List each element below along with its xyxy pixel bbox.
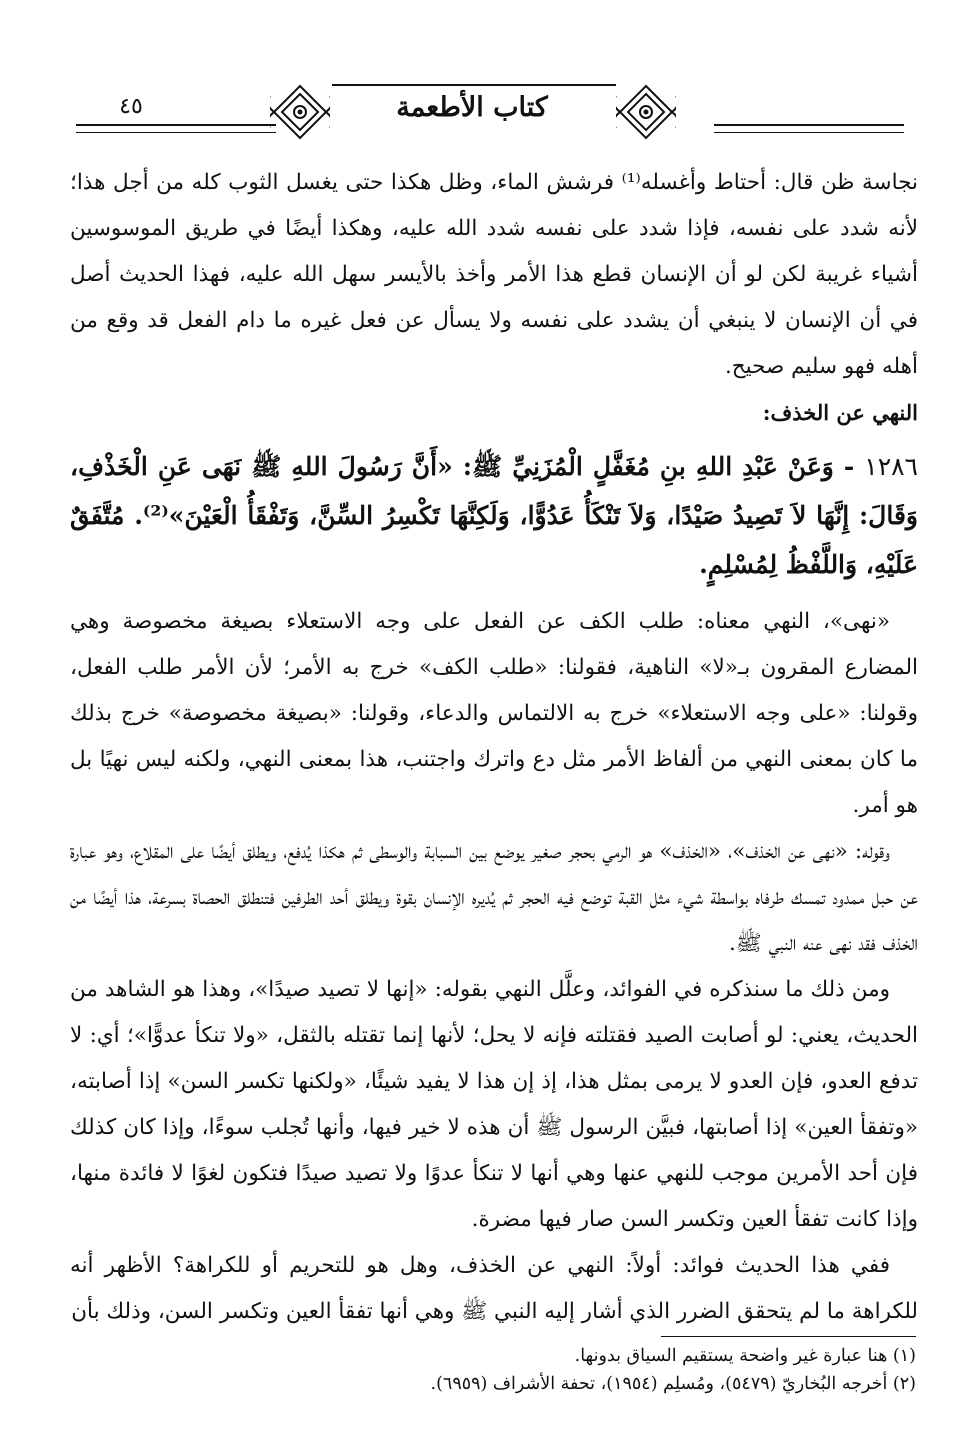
commentary-paragraph: وقوله: «نهى عن الخذف»، «الخذف» هو الرمي بحجر صغير يوضع بين السبابة والوسطى ثم هكذا يُدفع، ويطلق أيضًا على المقلاع، وهو عبارة عن حبل ممدود تمسك طرفاه بواسطة شيء مثل القبة توضع فيه الحجر ثم يُديره الإنسان بقوة ويطلق أحد الطرفين فتنطلق الحصاة بسرعة، هذا أيضًا من الخذف فقد نهى عنه النبي ﷺ. [70, 839, 918, 956]
commentary-paragraph: ومن ذلك ما سنذكره في الفوائد، وعلَّل النهي بقوله: «إنها لا تصيد صيدًا»، وهذا هو الشاهد من الحديث، يعني: لو أصابت الصيد فقتلته فإنه لا يحل؛ لأنها إنما تقتله بالثقل، «ولا تنكأ عدوًّا»؛ أي: لا تدفع العدو، فإن العدو لا يرمى بمثل هذا، إذ إن هذا لا يفيد شيئًا، «ولكنها تكسر السن» إذا أصابته، «وتفقأ العين» إذا أصابتها، فبيَّن الرسول ﷺ أن هذه لا خير فيها، وأنها تُجلب سوءًا، وإذا كان كذلك فإن أحد الأمرين موجب للنهي عنها وهي أنها لا تنكأ عدوًا ولا تصيد صيدًا فتكون لغوًا لا فائدة منها، وإذا كانت تفقأ العين وتكسر السن صار فيها مضرة. [70, 977, 918, 1232]
footnote-1: (١) هنا عبارة غير واضحة يستقيم السياق بدونها. [574, 1346, 916, 1366]
page-header [70, 82, 910, 152]
paragraph-continuation: نجاسة ظن قال: أحتاط وأغسله⁽¹⁾ فرشش الماء، وظل هكذا حتى يغسل الثوب كله من أجل هذا؛ لأنه شدد على نفسه، فإذا شدد على نفسه شدد الله عليه، وهكذا أيضًا في طريق الموسوسين أشياء غريبة لكن لو أن الإنسان قطع هذا الأمر وأخذ بالأيسر سهل الله عليه، فهذا الحديث أصل في أن الإنسان لا ينبغي أن يشدد على نفسه ولا يسأل عن فعل غيره ما دام الفعل قد وقع من أهله فهو سليم صحيح. [70, 170, 918, 379]
hadith-text [70, 442, 918, 589]
hadith-body: - وَعَنْ عَبْدِ اللهِ بنِ مُغَفَّلٍ الْمُزَنِيِّ ﷺ: «أَنَّ رَسُولَ اللهِ ﷺ نَهَى عَنِ الْخَذْفِ، وَقَالَ: إِنَّهَا لاَ تَصِيدُ صَيْدًا، وَلاَ تَنْكَأُ عَدُوًّا، وَلَكِنَّهَا تَكْسِرُ السِّنَّ، وَتَفْقَأُ الْعَيْنَ»⁽²⁾. مُتَّفَقٌ عَلَيْهِ، وَاللَّفْظُ لِمُسْلِمٍ. [70, 452, 918, 579]
footnote-divider [661, 1336, 916, 1337]
ornament-left-icon [270, 82, 330, 142]
body-text [70, 160, 918, 1335]
commentary-paragraph: «نهى»، النهي معناه: طلب الكف عن الفعل على وجه الاستعلاء بصيغة مخصوصة وهي المضارع المقرون بـ«لا» الناهية، فقولنا: «طلب الكف» خرج به الأمر؛ لأن الأمر طلب الفعل، وقولنا: «على وجه الاستعلاء» خرج به الالتماس والدعاء، وقولنا: «بصيغة مخصوصة» خرج بذلك ما كان بمعنى النهي من ألفاظ الأمر مثل دع واترك واجتنب، هذا بمعنى النهي، ولكنه ليس نهيًا بل هو أمر. [70, 609, 918, 818]
ornament-right-icon [616, 82, 676, 142]
header-rule-right [714, 124, 904, 133]
title-rule [332, 84, 616, 86]
footnote-2: (٢) أخرجه البُخاريّ (٥٤٧٩)، ومُسلِم (١٩٥٤)، تحفة الأشراف (٦٩٥٩). [430, 1374, 916, 1394]
header-rule-left [76, 124, 276, 133]
section-heading: النهي عن الخذف: [762, 400, 918, 425]
commentary-paragraph: ففي هذا الحديث فوائد: أولاً: النهي عن الخذف، وهل هو للتحريم أو للكراهة؟ الأظهر أنه للكراهة ما لم يتحقق الضرر الذي أشار إليه النبي ﷺ وهي أنها تفقأ العين وتكسر السن، وذلك بأن [70, 1253, 918, 1324]
page-number: ٤٥ [119, 94, 143, 119]
footnotes [216, 1342, 916, 1398]
book-title: كتاب الأطعمة [396, 92, 548, 123]
hadith-number: ١٢٨٦ [864, 452, 918, 481]
